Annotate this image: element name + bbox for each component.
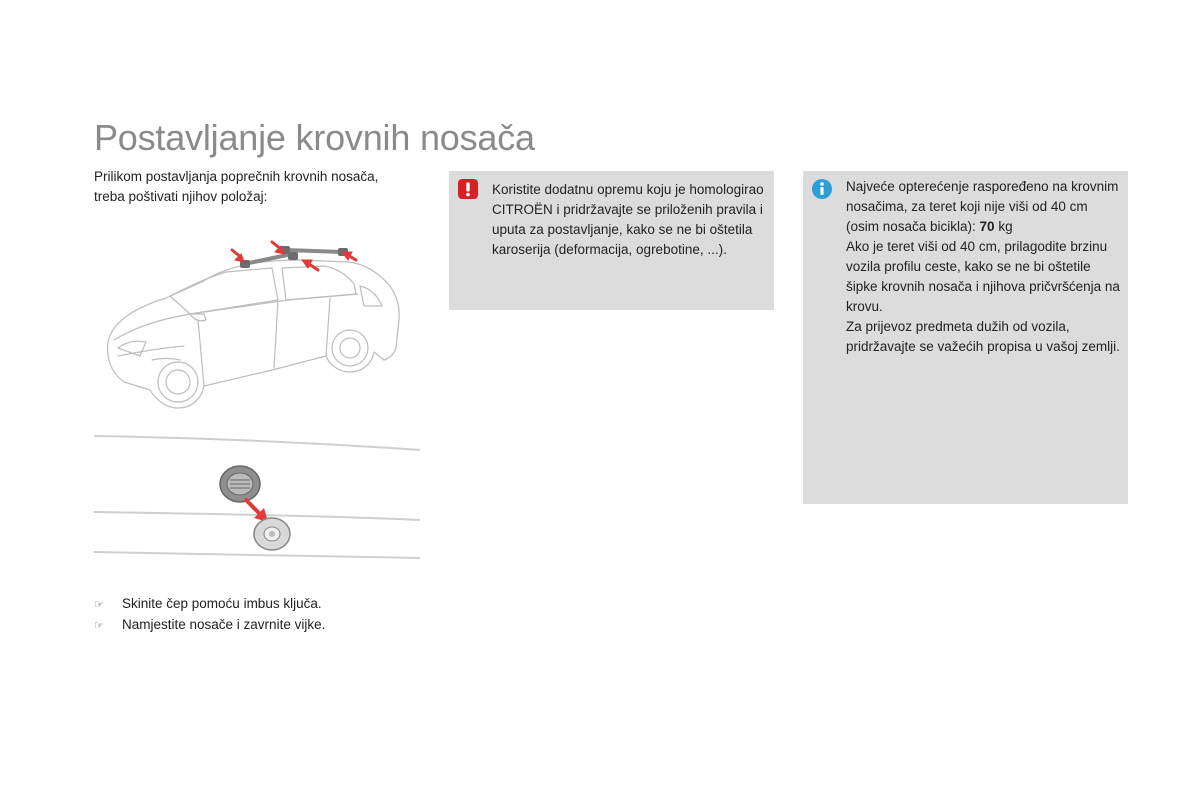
info-box: [803, 171, 1128, 504]
info-icon: [812, 179, 832, 199]
list-item: [94, 594, 325, 615]
car-roof-rack-illustration: [94, 230, 424, 430]
info-text-d: Za prijevoz predmeta dužih od vozila, pridržavajte se važećih propisa u vašoj zemlji.: [846, 319, 1120, 354]
info-text-a: Najveće opterećenje raspoređeno na krovnim nosačima, za teret koji nije viši od 40 cm (osim nosača bicikla):: [846, 179, 1119, 234]
step-text: Namjestite nosače i zavrnite vijke.: [122, 617, 326, 632]
steps-list: [94, 594, 325, 636]
page-title: Postavljanje krovnih nosača: [94, 117, 535, 158]
max-load-value: 70: [979, 219, 995, 234]
warning-box: [449, 171, 774, 310]
step-text: Skinite čep pomoću imbus ključa.: [122, 596, 322, 611]
list-item: [94, 615, 325, 636]
intro-text: Prilikom postavljanja poprečnih krovnih nosača, treba poštivati njihov položaj:: [94, 169, 379, 204]
pointing-hand-icon: ☞: [94, 620, 104, 632]
warning-text: Koristite dodatnu opremu koju je homologirao CITROËN i pridržavajte se priloženih pravila i uputa za postavljanje, kako se ne bi oštetila karoserija (deformacija, ogrebotine, ...).: [492, 182, 764, 257]
info-text: [846, 177, 1122, 357]
roof-cap-detail-illustration: [94, 432, 424, 564]
pointing-hand-icon: ☞: [94, 599, 104, 611]
info-text-c: Ako je teret viši od 40 cm, prilagodite brzinu vozila profilu ceste, kako se ne bi oštetile šipke krovnih nosača i njihova pričvršćenja na krovu.: [846, 239, 1120, 314]
info-unit: kg: [994, 219, 1013, 234]
warning-icon: [458, 179, 478, 199]
